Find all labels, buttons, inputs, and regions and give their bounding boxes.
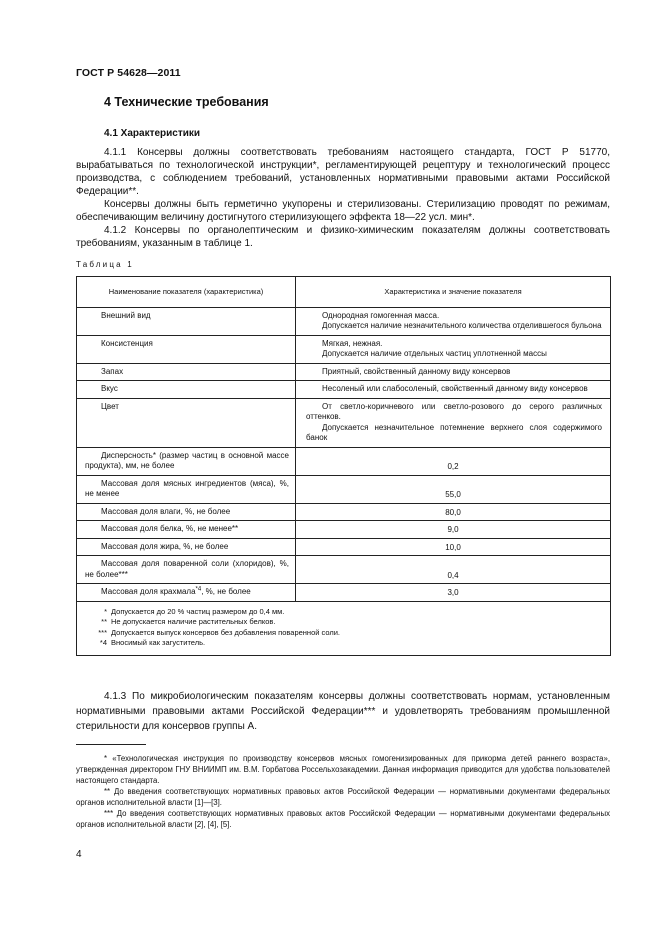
requirements-table: [76, 276, 611, 656]
footnote: ** До введения соответствующих нормативных правовых актов Российской Федерации — нормативными документами федеральных органов исполнительной власти [1]—[3].: [76, 787, 610, 807]
row-value: 10,0: [296, 538, 611, 556]
note-mark: **: [101, 617, 107, 626]
table-note: [97, 617, 602, 628]
table-header-row: [77, 277, 611, 308]
row-value: 0,2: [296, 447, 611, 475]
row-name: Внешний вид: [77, 307, 296, 335]
paragraph-4-1-1: 4.1.1 Консервы должны соответствовать требованиям настоящего стандарта, ГОСТ Р 51770, вырабатываться по технологической инструкции*, регламентирующей рецептуру и технологический процесс производства, с соблюдением требований, установленных нормативными правовыми актами Российской Федерации**.: [76, 147, 610, 197]
value-line: Однородная гомогенная масса.: [322, 310, 440, 320]
footnote-mark: *4: [195, 586, 202, 593]
table-row: [77, 556, 611, 584]
table-row: [77, 363, 611, 381]
table-row: [77, 584, 611, 602]
section-title: 4 Технические требования: [104, 95, 269, 109]
value-line: От светло-коричневого или светло-розового до серого различных оттенков.: [306, 401, 602, 421]
row-name: Массовая доля мясных ингредиентов (мяса), %, не менее: [77, 475, 296, 503]
table-row: [77, 398, 611, 447]
table-note: [97, 607, 602, 618]
table-caption: Таблица 1: [76, 260, 134, 269]
row-name: Запах: [77, 363, 296, 381]
row-name: [77, 584, 296, 602]
note-mark: *4: [99, 638, 107, 647]
paragraph-4-1-2: 4.1.2 Консервы по органолептическим и физико-химическим показателям должны соответствовать требованиям, указанным в таблице 1.: [76, 225, 610, 249]
table-notes-row: [77, 601, 611, 655]
note-mark: ***: [98, 627, 107, 637]
value-line: Допускается незначительное потемнение верхнего слоя содержимого банок: [306, 422, 602, 442]
row-name-text: Массовая доля крахмала: [101, 587, 196, 596]
row-name: Цвет: [77, 398, 296, 447]
note-text: Допускается выпуск консервов без добавления поваренной соли.: [111, 627, 341, 637]
table-row: [77, 335, 611, 363]
row-name: Массовая доля белка, %, не менее**: [77, 521, 296, 539]
value-line: Приятный, свойственный данному виду консервов: [322, 366, 511, 376]
table-notes: [77, 601, 611, 655]
column-header: Характеристика и значение показателя: [296, 277, 611, 308]
row-name: Дисперсность* (размер частиц в основной массе продукта), мм, не более: [77, 447, 296, 475]
paragraph-4-1-3: 4.1.3 По микробиологическим показателям консервы должны соответствовать нормам, установленным нормативными правовыми актами Российской Федерации*** и удовлетворять требованиям промышленной стерильности для консервов группы А.: [76, 691, 610, 732]
value-line: Допускается наличие незначительного количества отделившегося бульона: [322, 321, 602, 330]
row-value: 80,0: [296, 503, 611, 521]
note-mark: *: [104, 606, 107, 616]
row-value: [296, 381, 611, 399]
value-line: Мягкая, нежная.: [322, 338, 383, 348]
subsection-title: 4.1 Характеристики: [104, 128, 201, 139]
row-value: 3,0: [296, 584, 611, 602]
table-row: [77, 307, 611, 335]
note-text: Допускается до 20 % частиц размером до 0,4 мм.: [111, 606, 285, 616]
table-row: [77, 381, 611, 399]
row-name: Массовая доля влаги, %, не более: [77, 503, 296, 521]
footnote: *** До введения соответствующих нормативных правовых актов Российской Федерации — нормативными документами федеральных органов исполнительной власти [2], [4], [5].: [76, 809, 610, 829]
row-name: Консистенция: [77, 335, 296, 363]
footnote-divider: [76, 744, 146, 745]
row-value: 0,4: [296, 556, 611, 584]
note-text: Не допускается наличие растительных белков.: [111, 617, 276, 626]
row-value: [296, 335, 611, 363]
value-line: Допускается наличие отдельных частиц уплотненной массы: [322, 349, 547, 358]
row-name: Вкус: [77, 381, 296, 399]
row-name: Массовая доля жира, %, не более: [77, 538, 296, 556]
column-header: Наименование показателя (характеристика): [77, 277, 296, 308]
table-row: [77, 475, 611, 503]
table-row: [77, 447, 611, 475]
row-value: [296, 363, 611, 381]
table-row: [77, 503, 611, 521]
note-text: Вносимый как загуститель.: [111, 638, 206, 647]
document-header: ГОСТ Р 54628—2011: [76, 67, 181, 79]
row-name-suffix: , %, не более: [201, 587, 251, 596]
page-number: 4: [76, 849, 82, 860]
row-value: [296, 398, 611, 447]
table-note: [97, 628, 602, 639]
row-value: [296, 307, 611, 335]
value-line: Несоленый или слабосоленый, свойственный данному виду консервов: [322, 384, 588, 393]
paragraph-sterilization: Консервы должны быть герметично укупорены и стерилизованы. Стерилизацию проводят по режимам, обеспечивающим величину достигнутого стерилизующего эффекта 18—22 усл. мин*.: [76, 199, 610, 223]
row-value: 9,0: [296, 521, 611, 539]
footnote: * «Технологическая инструкция по производству консервов мясных гомогенизированных для прикорма детей раннего возраста», утвержденная директором ГНУ ВНИИМП им. В.М. Горбатова Россельхозакадемии. Данная информация приводится для удобства пользователей настоящего стандарта.: [76, 754, 610, 785]
row-value: 55,0: [296, 475, 611, 503]
table-row: [77, 521, 611, 539]
row-name: Массовая доля поваренной соли (хлоридов), %, не более***: [77, 556, 296, 584]
table-note: [97, 638, 602, 649]
table-row: [77, 538, 611, 556]
